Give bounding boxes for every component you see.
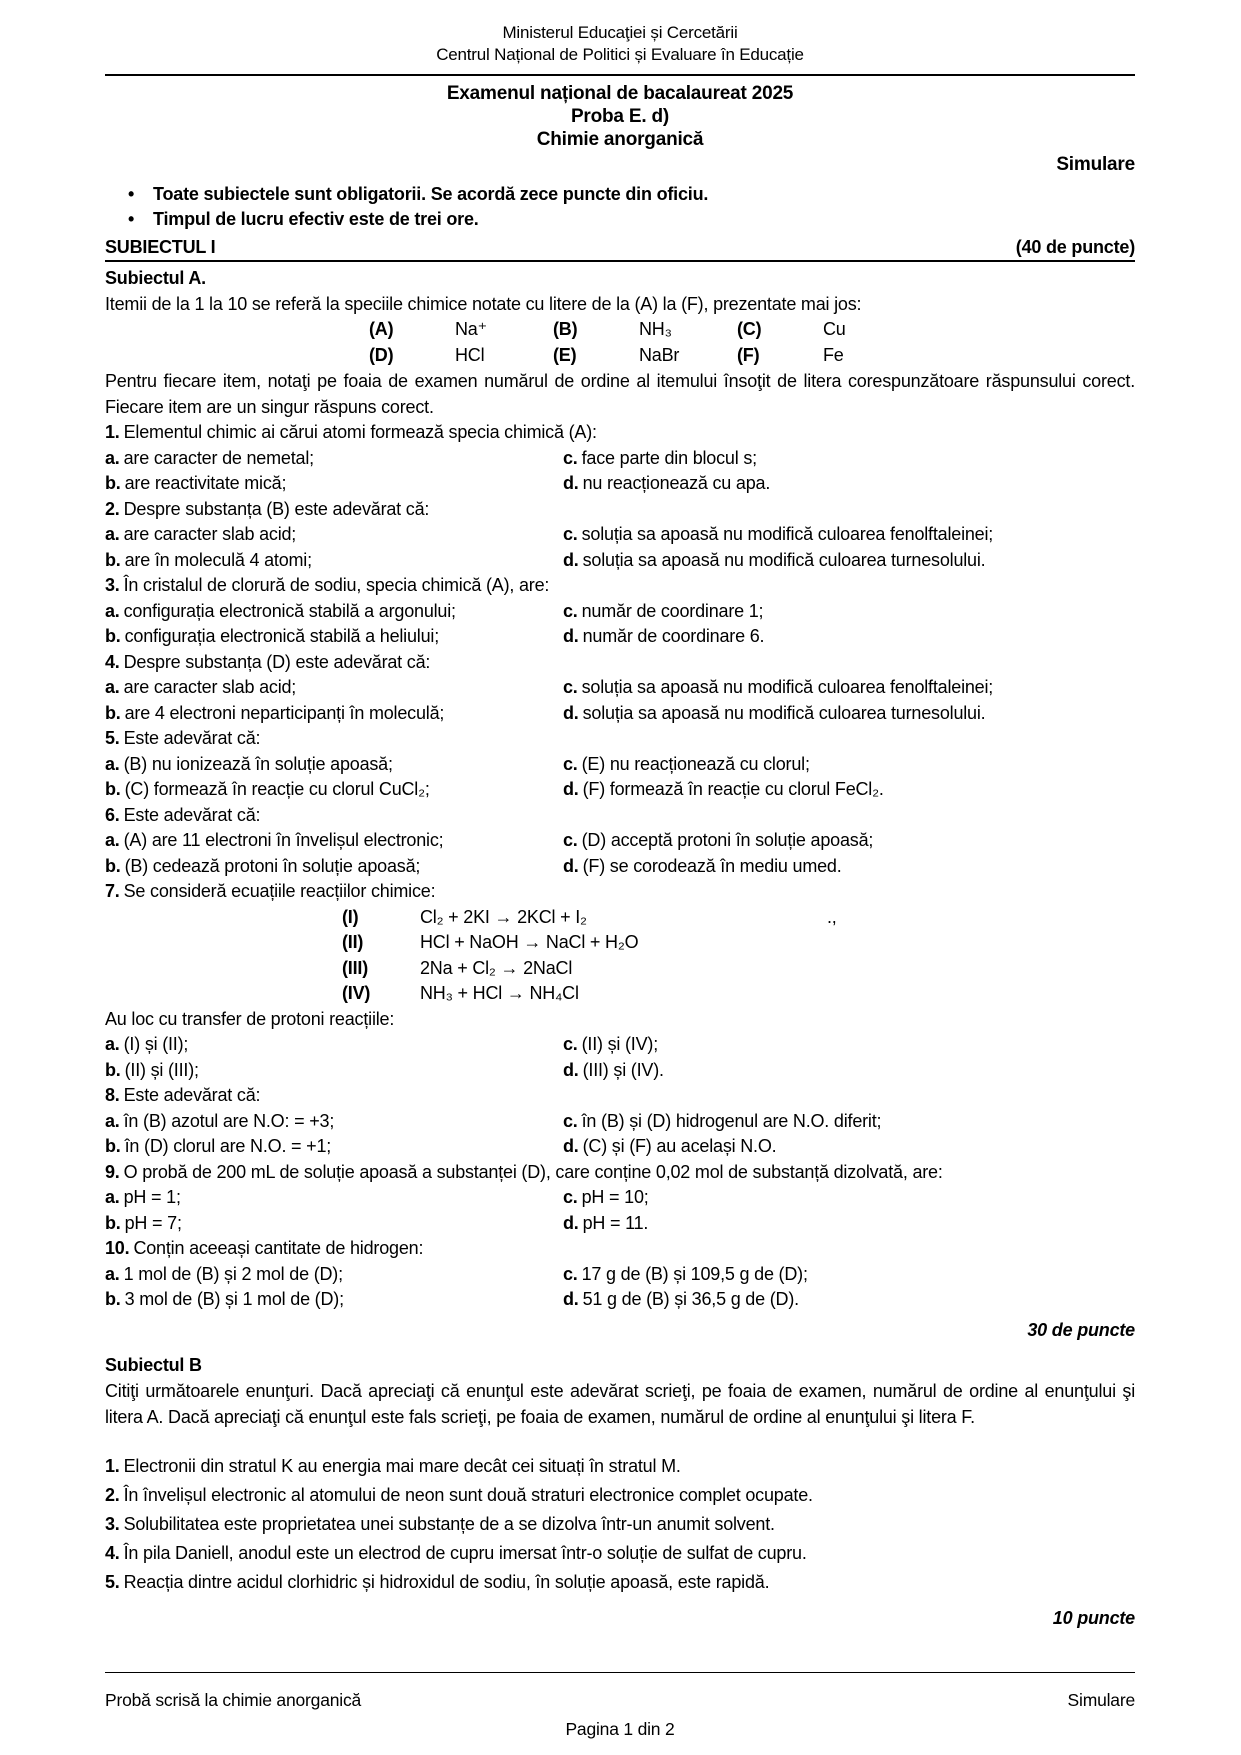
option-text: (I) și (II); (123, 1034, 189, 1054)
option-letter: d. (563, 1212, 579, 1233)
option-letter: d. (563, 473, 579, 493)
answer-option (563, 777, 1135, 803)
option-grid (105, 752, 1135, 803)
option-text: (D) acceptă protoni în soluție apoasă; (581, 830, 874, 850)
option-letter: c. (563, 830, 578, 850)
species-formula: Na⁺ (455, 319, 487, 339)
answer-option (105, 828, 563, 854)
equation-label: (III) (342, 957, 368, 978)
answer-option (563, 471, 1135, 497)
question-number: 5. (105, 728, 120, 748)
option-text: are reactivitate mică; (124, 473, 287, 493)
option-text: (E) nu reacționează cu clorul; (581, 753, 810, 774)
species-formula: NaBr (639, 344, 680, 365)
option-grid (105, 522, 1135, 573)
answer-option (563, 1032, 1135, 1058)
option-grid (105, 446, 1135, 497)
option-text: are caracter slab acid; (123, 524, 297, 544)
option-letter: d. (563, 626, 579, 646)
answer-option (105, 1185, 563, 1211)
answer-option (105, 599, 563, 625)
equation-row (342, 905, 1135, 931)
option-text: (II) și (III); (124, 1059, 199, 1080)
question (105, 726, 1135, 803)
answer-option (563, 446, 1135, 472)
option-text: pH = 1; (123, 1187, 181, 1207)
option-text: (F) formează în reacție cu clorul FeCl₂. (582, 779, 884, 799)
option-text: nu reacționează cu apa. (582, 473, 771, 493)
option-letter: b. (105, 779, 121, 799)
question-stem-text: Despre substanța (D) este adevărat că: (123, 651, 431, 672)
equation-row (342, 930, 1135, 956)
equation-row (342, 981, 1135, 1007)
equation-label: (IV) (342, 983, 371, 1003)
question-number: 4. (105, 651, 120, 672)
general-instruction-item: • Timpul de lucru efectiv este de trei ore. (105, 207, 1135, 232)
question-stem (105, 803, 1135, 829)
answer-option (563, 548, 1135, 574)
question-stem-text: În cristalul de clorură de sodiu, specia chimică (A), are: (123, 575, 550, 595)
footer-page-number: Pagina 1 din 2 (565, 1719, 675, 1739)
question (105, 879, 1135, 1083)
option-letter: b. (105, 473, 121, 493)
answer-option (563, 522, 1135, 548)
species-letter: (C) (737, 319, 762, 339)
subject1-points: (40 de puncte) (1015, 237, 1135, 257)
species-letter: (A) (369, 319, 394, 339)
question-stem (105, 573, 1135, 599)
option-text: soluția sa apoasă nu modifică culoarea turnesolului. (582, 549, 986, 570)
option-grid (105, 599, 1135, 650)
species-letter: (E) (553, 344, 577, 365)
option-letter: a. (105, 447, 120, 468)
option-letter: d. (563, 702, 579, 723)
option-letter: a. (105, 1263, 120, 1284)
option-letter: a. (105, 600, 120, 621)
option-letter: d. (563, 549, 579, 570)
question-number: 2. (105, 498, 120, 519)
species-item (553, 343, 737, 369)
option-letter: d. (563, 1136, 579, 1156)
option-text: pH = 10; (581, 1187, 649, 1207)
partA-instructions: Pentru fiecare item, notaţi pe foaia de examen numărul de ordine al itemului însoţit de litera corespunzătoare răspunsului corect. Fiecare item are un singur răspuns corect. (105, 371, 1135, 417)
general-instruction-item: • Toate subiectele sunt obligatorii. Se acordă zece puncte din oficiu. (105, 182, 1135, 207)
question-stem-text: Este adevărat că: (123, 1085, 261, 1105)
question (105, 1083, 1135, 1160)
option-text: 3 mol de (B) și 1 mol de (D); (124, 1289, 344, 1309)
partB-title: Subiectul B (105, 1354, 202, 1375)
statement-number: 1. (105, 1455, 120, 1476)
header-divider (105, 74, 1135, 76)
option-letter: a. (105, 524, 120, 544)
equation-row (342, 956, 1135, 982)
exam-title: Examenul național de bacalaureat 2025 (446, 83, 794, 104)
answer-option (105, 446, 563, 472)
equation-formula: 2Na + Cl₂ → 2NaCl (420, 957, 573, 978)
option-letter: a. (105, 1034, 120, 1054)
question-stem-text: Este adevărat că: (123, 804, 261, 825)
equation-label: (I) (342, 906, 359, 927)
answer-option (563, 1287, 1135, 1313)
question-number: 9. (105, 1161, 120, 1182)
option-text: (B) cedează protoni în soluție apoasă; (124, 855, 421, 876)
answer-option (105, 854, 563, 880)
answer-option (563, 1185, 1135, 1211)
option-letter: a. (105, 753, 120, 774)
session-label: Simulare (1056, 154, 1135, 175)
answer-option (563, 599, 1135, 625)
option-letter: c. (563, 677, 578, 697)
partA-points: 30 de puncte (1027, 1319, 1135, 1340)
question-number: 10. (105, 1238, 130, 1258)
statement-number: 4. (105, 1542, 120, 1563)
equation-label: (II) (342, 932, 364, 952)
option-letter: c. (563, 447, 578, 468)
equation-formula: NH₃ + HCl → NH₄Cl (420, 983, 579, 1003)
footer-divider (105, 1672, 1135, 1673)
question-stem-text: O probă de 200 mL de soluție apoasă a substanței (D), care conține 0,02 mol de substanță dizolvată, are: (123, 1161, 943, 1182)
answer-option (563, 1211, 1135, 1237)
species-letter: (B) (553, 319, 578, 339)
question-stem-text: Conțin aceeași cantitate de hidrogen: (133, 1238, 424, 1258)
subject1-title: SUBIECTUL I (105, 237, 216, 257)
option-letter: d. (563, 779, 579, 799)
question-list (105, 420, 1135, 1313)
answer-option (105, 1211, 563, 1237)
exam-discipline: Chimie anorganică (536, 129, 704, 150)
question (105, 573, 1135, 650)
statement (105, 1510, 1135, 1539)
option-letter: d. (563, 1059, 579, 1080)
statement-number: 5. (105, 1571, 120, 1592)
option-letter: a. (105, 1110, 120, 1131)
statement (105, 1481, 1135, 1510)
species-item (553, 317, 737, 343)
option-letter: b. (105, 626, 121, 646)
option-text: are 4 electroni neparticipanți în moleculă; (124, 702, 445, 723)
answer-option (105, 752, 563, 778)
answer-option (563, 1058, 1135, 1084)
option-grid (105, 1262, 1135, 1313)
option-letter: b. (105, 1059, 121, 1080)
ministry-line-2: Centrul Național de Politici și Evaluare în Educație (436, 45, 804, 64)
option-text: soluția sa apoasă nu modifică culoarea fenolftaleinei; (581, 677, 994, 697)
footer-right: Simulare (1067, 1690, 1135, 1710)
question-stem-text: Se consideră ecuațiile reacțiilor chimice: (123, 881, 436, 901)
statement-text: În pila Daniell, anodul este un electrod de cupru imersat într-o soluție de sulfat de cupru. (123, 1542, 807, 1563)
statement-text: Reacția dintre acidul clorhidric și hidroxidul de sodiu, în soluție apoasă, este rapidă. (123, 1571, 770, 1592)
species-list (369, 317, 929, 368)
answer-option (105, 1262, 563, 1288)
statement-number: 2. (105, 1484, 120, 1505)
answer-option (105, 1058, 563, 1084)
answer-option (563, 752, 1135, 778)
question-stem (105, 497, 1135, 523)
option-letter: b. (105, 1212, 121, 1233)
option-letter: d. (563, 1289, 579, 1309)
option-text: configurația electronică stabilă a argonului; (123, 600, 456, 621)
statement-text: În învelișul electronic al atomului de neon sunt două straturi electronice complet ocupate. (123, 1484, 813, 1505)
answer-option (563, 1262, 1135, 1288)
option-text: (II) și (IV); (581, 1034, 659, 1054)
option-text: soluția sa apoasă nu modifică culoarea turnesolului. (582, 702, 986, 723)
question (105, 650, 1135, 727)
question-stem (105, 420, 1135, 446)
option-letter: a. (105, 830, 120, 850)
question-number: 1. (105, 422, 120, 442)
answer-option (563, 1109, 1135, 1135)
option-text: în (D) clorul are N.O. = +1; (124, 1136, 332, 1156)
statement-list (105, 1452, 1135, 1597)
species-item (737, 343, 921, 369)
answer-option (105, 675, 563, 701)
statement-text: Electronii din stratul K au energia mai mare decât cei situați în stratul M. (123, 1455, 681, 1476)
option-text: în (B) și (D) hidrogenul are N.O. diferit; (581, 1110, 882, 1131)
option-letter: c. (563, 1187, 578, 1207)
option-text: 51 g de (B) și 36,5 g de (D). (582, 1289, 799, 1309)
answer-option (563, 854, 1135, 880)
statement-number: 3. (105, 1513, 120, 1534)
option-text: configurația electronică stabilă a heliului; (124, 626, 440, 646)
option-text: număr de coordinare 6. (582, 626, 765, 646)
option-grid (105, 675, 1135, 726)
species-item (369, 317, 553, 343)
question (105, 1236, 1135, 1313)
answer-option (105, 548, 563, 574)
option-text: (III) și (IV). (582, 1059, 664, 1080)
answer-option (563, 675, 1135, 701)
question-stem (105, 726, 1135, 752)
option-text: (F) se corodează în mediu umed. (582, 855, 842, 876)
statement (105, 1452, 1135, 1481)
option-text: (A) are 11 electroni în învelișul electronic; (123, 830, 444, 850)
option-text: face parte din blocul s; (581, 447, 757, 468)
question-stem (105, 1160, 1135, 1186)
option-letter: b. (105, 549, 121, 570)
answer-option (563, 1134, 1135, 1160)
general-instructions (105, 182, 1135, 232)
species-item (369, 343, 553, 369)
answer-option (105, 1287, 563, 1313)
species-formula: Cu (823, 319, 846, 339)
option-text: (C) formează în reacție cu clorul CuCl₂; (124, 779, 430, 799)
option-letter: b. (105, 1289, 121, 1309)
option-text: are în moleculă 4 atomi; (124, 549, 312, 570)
answer-option (105, 1134, 563, 1160)
option-letter: c. (563, 600, 578, 621)
partA-title: Subiectul A. (105, 268, 206, 288)
option-letter: b. (105, 1136, 121, 1156)
equation-list (342, 905, 1135, 1007)
partA-intro: Itemii de la 1 la 10 se referă la speciile chimice notate cu litere de la (A) la (F), prezentate mai jos: (105, 294, 862, 314)
question-stem-text: Elementul chimic ai cărui atomi formează specia chimică (A): (123, 422, 597, 442)
option-text: în (B) azotul are N.O: = +3; (123, 1110, 335, 1131)
option-grid (105, 1109, 1135, 1160)
answer-option (563, 828, 1135, 854)
question (105, 1160, 1135, 1237)
subject1-heading-row (105, 235, 1135, 262)
equation-note: ., (827, 906, 837, 927)
question-number: 6. (105, 804, 120, 825)
option-text: 1 mol de (B) și 2 mol de (D); (123, 1263, 343, 1284)
partB-points: 10 puncte (1052, 1607, 1135, 1628)
option-grid (105, 1185, 1135, 1236)
option-text: are caracter slab acid; (123, 677, 297, 697)
option-letter: d. (563, 855, 579, 876)
question (105, 803, 1135, 880)
option-text: soluția sa apoasă nu modifică culoarea fenolftaleinei; (581, 524, 994, 544)
option-grid (105, 828, 1135, 879)
species-letter: (F) (737, 344, 760, 365)
option-text: număr de coordinare 1; (581, 600, 764, 621)
ministry-line-1: Ministerul Educaţiei și Cercetării (502, 23, 738, 42)
exam-proba: Proba E. d) (570, 106, 670, 127)
option-letter: c. (563, 753, 578, 774)
answer-option (105, 777, 563, 803)
page-footer (105, 1672, 1135, 1740)
option-letter: c. (563, 1034, 578, 1054)
answer-option (563, 624, 1135, 650)
option-letter: b. (105, 702, 121, 723)
answer-option (105, 701, 563, 727)
option-grid (105, 1032, 1135, 1083)
option-text: pH = 11. (582, 1212, 649, 1233)
answer-option (105, 471, 563, 497)
species-item (737, 317, 921, 343)
question-stem (105, 1236, 1135, 1262)
statement-text: Solubilitatea este proprietatea unei substanțe de a se dizolva într-un anumit solvent. (123, 1513, 775, 1534)
answer-option (563, 701, 1135, 727)
question-stem (105, 1083, 1135, 1109)
option-text: are caracter de nemetal; (123, 447, 314, 468)
partB-intro: Citiţi următoarele enunţuri. Dacă apreciaţi că enunţul este adevărat scrieţi, pe foaia de examen, numărul de ordine al enunţului şi litera A. Dacă apreciaţi că enunţul este fals scrieţi, pe foaia de examen, numărul de ordine al enunţului şi litera F. (105, 1380, 1135, 1427)
equation-formula: HCl + NaOH → NaCl + H₂O (420, 932, 639, 952)
option-text: (C) și (F) au același N.O. (582, 1136, 777, 1156)
question-stem-text: Este adevărat că: (123, 728, 261, 748)
question-stem (105, 879, 1135, 905)
answer-option (105, 1032, 563, 1058)
question (105, 420, 1135, 497)
option-text: (B) nu ionizează în soluție apoasă; (123, 753, 393, 774)
option-text: 17 g de (B) și 109,5 g de (D); (581, 1263, 808, 1284)
equation-formula: Cl₂ + 2KI → 2KCl + I₂ (420, 906, 587, 927)
option-letter: c. (563, 1263, 578, 1284)
statement (105, 1568, 1135, 1597)
option-letter: a. (105, 677, 120, 697)
option-letter: c. (563, 524, 578, 544)
answer-option (105, 624, 563, 650)
question-stem (105, 650, 1135, 676)
species-letter: (D) (369, 344, 394, 365)
option-letter: b. (105, 855, 121, 876)
question-stem-text: Despre substanța (B) este adevărat că: (123, 498, 430, 519)
question-number: 7. (105, 881, 120, 901)
option-letter: c. (563, 1110, 578, 1131)
statement (105, 1539, 1135, 1568)
question-number: 3. (105, 575, 120, 595)
option-text: pH = 7; (124, 1212, 182, 1233)
species-formula: HCl (455, 344, 485, 365)
footer-left: Probă scrisă la chimie anorganică (105, 1690, 362, 1710)
question-number: 8. (105, 1085, 120, 1105)
species-formula: Fe (823, 344, 844, 365)
answer-option (105, 522, 563, 548)
option-letter: a. (105, 1187, 120, 1207)
question-continuation: Au loc cu transfer de protoni reacțiile: (105, 1008, 395, 1029)
answer-option (105, 1109, 563, 1135)
question (105, 497, 1135, 574)
species-formula: NH₃ (639, 319, 672, 339)
